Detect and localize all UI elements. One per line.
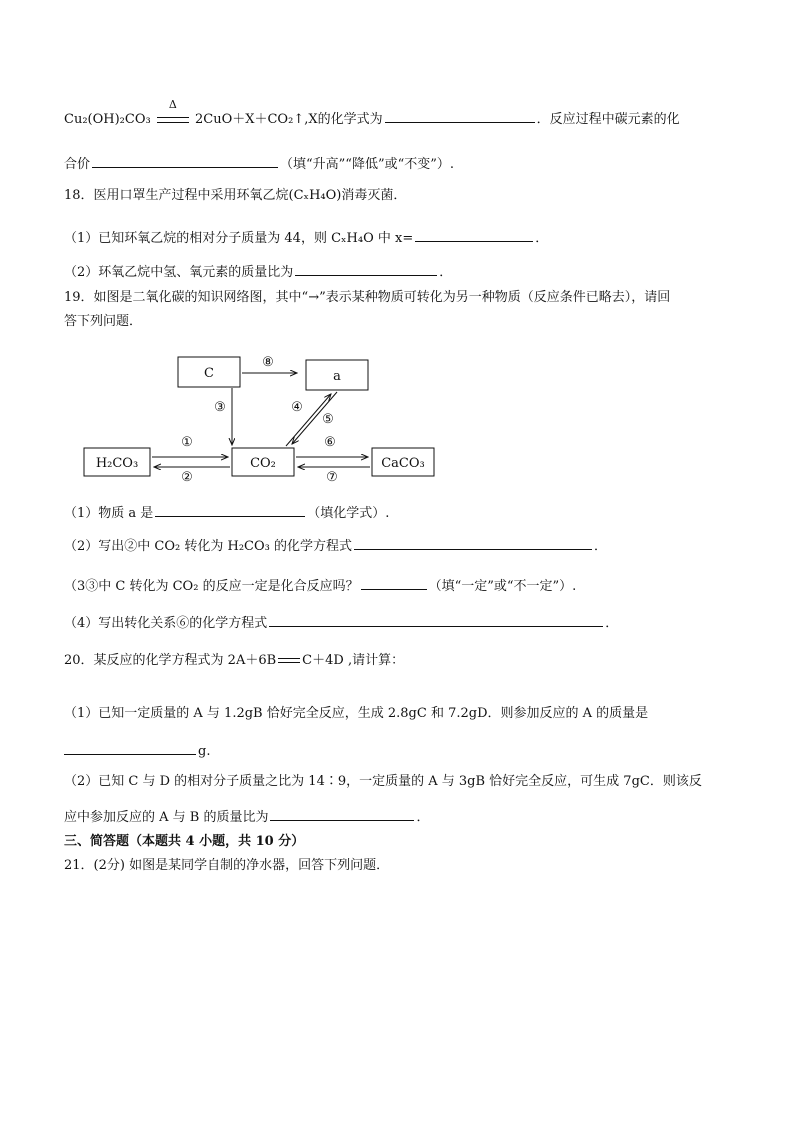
q20-part-2-answer [64, 806, 430, 828]
q20-part-1: （1）已知一定质量的 A 与 1.2gB 恰好完全反应，生成 2.8gC 和 7.2gD．则参加反应的 A 的质量是 [64, 706, 649, 721]
svg-text:CO₂: CO₂ [250, 456, 276, 471]
q19-blank-equation-6[interactable] [269, 612, 603, 627]
label-1: ① [181, 435, 193, 450]
svg-text:a: a [333, 369, 341, 384]
box-co2 [232, 448, 294, 476]
co2-knowledge-network-diagram [0, 0, 794, 500]
q19-blank-combination[interactable] [361, 575, 427, 590]
heat-symbol: Δ [168, 98, 177, 111]
q18-p1-end: ． [535, 231, 549, 246]
q19-stem-2: 答下列问题． [64, 314, 143, 329]
svg-text:CaCO₃: CaCO₃ [381, 456, 425, 471]
q18-p2-end: ． [439, 265, 453, 280]
label-2: ② [181, 470, 193, 485]
q17-formula-rhs: 2CuO＋X＋CO₂↑,X [194, 112, 318, 127]
q18-p2-text: （2）环氧乙烷中氢、氧元素的质量比为 [64, 265, 294, 280]
q20-p2-text: 应中参加反应的 A 与 B 的质量比为 [64, 810, 269, 825]
q21-stem: 21．(2分) 如图是某同学自制的净水器，回答下列问题． [64, 858, 390, 873]
q19-stem-1: 19．如图是二氧化碳的知识网络图，其中“→”表示某种物质可转化为另一种物质（反应条件已略去），请回 [64, 290, 671, 305]
q19-p3-text: （3③中 C 转化为 CO₂ 的反应一定是化合反应吗？ [64, 579, 359, 594]
q17-text-d: （填“升高”“降低”或“不变”）. [280, 157, 455, 172]
q20-blank-mass-a[interactable] [64, 740, 196, 755]
q19-p1-end: （填化学式）. [307, 506, 390, 521]
svg-text:H₂CO₃: H₂CO₃ [95, 456, 139, 471]
q19-p1-text: （1）物质 a 是 [64, 506, 154, 521]
q20-stem-a: 20．某反应的化学方程式为 2A＋6B [64, 653, 277, 668]
box-c [178, 357, 240, 387]
q20-p1-unit: g. [198, 744, 211, 759]
label-8: ⑧ [262, 355, 274, 370]
q20-stem [64, 651, 404, 671]
q20-stem-b: C＋4D ,请计算： [302, 653, 405, 668]
label-6: ⑥ [324, 435, 336, 450]
q17-text-a: 的化学式为 [317, 112, 383, 127]
q20-blank-ratio[interactable] [270, 806, 414, 821]
q19-part-3 [64, 575, 576, 597]
q19-blank-a[interactable] [155, 502, 305, 517]
q20-p2-end: ． [416, 810, 430, 825]
q17-text-b: ．反应过程中碳元素的化 [536, 112, 680, 127]
q19-p4-end: ． [605, 616, 619, 631]
q20-equal-sign [278, 658, 300, 663]
svg-text:C: C [204, 366, 214, 381]
label-4: ④ [291, 400, 303, 415]
label-3: ③ [214, 400, 226, 415]
q20-part-1-answer [64, 740, 210, 762]
q19-p4-text: （4）写出转化关系⑥的化学方程式 [64, 616, 268, 631]
q19-part-4 [64, 612, 618, 634]
q19-part-1 [64, 502, 389, 524]
label-7: ⑦ [326, 470, 338, 485]
q19-blank-equation-2[interactable] [354, 535, 592, 550]
box-a [306, 360, 368, 390]
q17-text-c: 合价 [64, 157, 91, 172]
box-h2co3 [84, 448, 150, 476]
q19-p3-end: （填“一定”或“不一定”）. [428, 579, 577, 594]
section-3-heading: 三、简答题（本题共 4 小题，共 10 分） [64, 834, 305, 849]
q18-stem: 18．医用口罩生产过程中采用环氧乙烷(CₓH₄O)消毒灭菌． [64, 188, 407, 203]
q18-p1-text: （1）已知环氧乙烷的相对分子质量为 44，则 CₓH₄O 中 x= [64, 231, 414, 246]
q20-part-2: （2）已知 C 与 D 的相对分子质量之比为 14∶9，一定质量的 A 与 3gB 恰好完全反应，可生成 7gC．则该反 [64, 774, 702, 789]
label-5: ⑤ [322, 412, 334, 427]
q19-p2-text: （2）写出②中 CO₂ 转化为 H₂CO₃ 的化学方程式 [64, 539, 352, 554]
q17-formula-lhs: Cu₂(OH)₂CO₃ [64, 112, 151, 127]
q19-p2-end: ． [593, 539, 607, 554]
q19-part-2 [64, 535, 607, 557]
box-caco3 [372, 448, 434, 476]
